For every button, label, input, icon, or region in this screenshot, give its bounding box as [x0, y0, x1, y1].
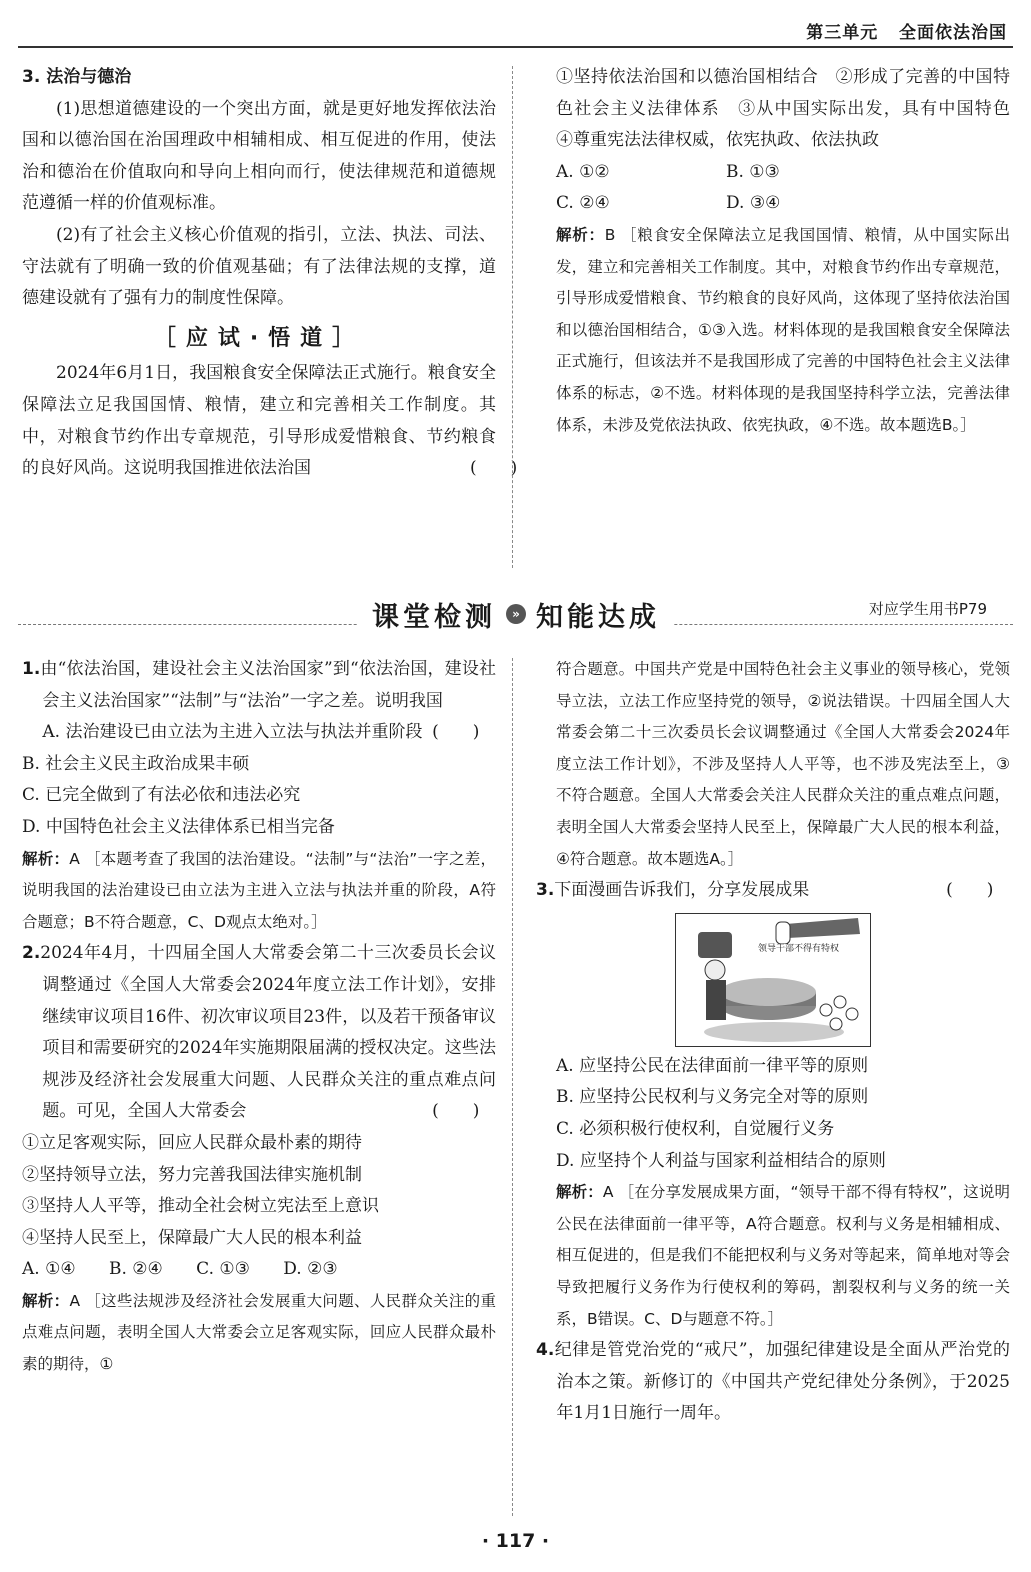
q2-item-2: ②坚持领导立法，努力完善我国法律实施机制 — [22, 1164, 362, 1185]
top-left-column — [22, 62, 518, 485]
arrow-icon: » — [506, 604, 526, 624]
column-divider-bottom — [512, 658, 513, 1516]
section-title — [358, 594, 674, 634]
q1-paren: ( ) — [432, 722, 480, 743]
section-heading: 3. 法治与德治 — [22, 67, 132, 87]
q3-option-a: A. 应坚持公民在法律面前一律平等的原则 — [556, 1055, 869, 1076]
q1-stem-text: 由“依法治国，建设社会主义法治国家”到“依法治国，建设社会主义法治国家”“法制”与“法治”一字之差。说明我国 — [40, 659, 496, 711]
section-bar — [18, 594, 1013, 640]
analysis-label: 解析： — [556, 225, 605, 244]
q2-choice-c: C. ①③ — [196, 1259, 250, 1280]
q3-stem — [536, 875, 1010, 907]
choice-row-2 — [556, 188, 1010, 220]
q2-analysis-label: 解析： — [22, 1291, 70, 1310]
q1-option-c: C. 已完全做到了有法必依和违法必究 — [22, 785, 301, 806]
q2-choice-a: A. ①④ — [22, 1259, 76, 1280]
cartoon-image — [675, 913, 871, 1047]
analysis — [556, 220, 1010, 441]
top-right-column — [556, 62, 1027, 441]
q2-paren: ( ) — [432, 1101, 480, 1122]
q2-number: 2. — [22, 943, 41, 964]
paragraph-1: (1)思想道德建设的一个突出方面，就是更好地发挥依法治国和以德治国在治国理政中相辅相成、相互促进的作用，使法治和德治在价值取向和导向上相向而行，使法律规范和道德规范遵循一样的价值观标准。 — [22, 98, 496, 214]
q2-analysis-text: A ［这些法规涉及经济社会发展重大问题、人民群众关注的重点难点问题，表明全国人大常委会立足客观实际，回应人民群众最朴素的期待，① — [22, 1291, 496, 1374]
q3-analysis-label: 解析： — [556, 1183, 603, 1202]
choice-c: C. ②④ — [556, 193, 610, 214]
cartoon-drawing — [676, 914, 872, 1048]
q2-analysis-cont: 符合题意。中国共产党是中国特色社会主义事业的领导核心，党领导立法，立法工作应坚持党的领导，②说法错误。十四届全国人大常委会第二十三次委员长会议调整通过《全国人大常委会2024年度立法工作计划》，不涉及坚持人人平等，也不涉及宪法至上，③不符合题意。全国人大常委会关注人民群众关注的重点难点问题，表明全国人大常委会坚持人民至上，保障最广大人民的根本利益，④符合题意。故本题选A。］ — [556, 660, 1010, 868]
q1-option-a: A. 法治建设已由立法为主进入立法与执法并重阶段 — [42, 722, 423, 743]
choice-d: D. ③④ — [726, 193, 781, 214]
q3-stem-text: 下面漫画告诉我们，分享发展成果 — [554, 880, 810, 901]
cartoon-caption: 领导干部不得有特权 — [758, 943, 840, 954]
exam-question-stem: 2024年6月1日，我国粮食安全保障法正式施行。粮食安全保障法立足我国国情、粮情，建立和完善相关工作制度。其中，对粮食节约作出专章规范，引导形成爱惜粮食、节约粮食的良好风尚。这说明我国推进依法治国 — [22, 363, 496, 479]
q4-stem — [536, 1335, 1010, 1430]
q2-item-1: ①立足客观实际，回应人民群众最朴素的期待 — [22, 1132, 362, 1153]
q2-choices — [22, 1254, 496, 1286]
bottom-left-column — [22, 654, 496, 1381]
q1-analysis-label: 解析： — [22, 849, 70, 868]
yingshi-title: ［应试·悟道］ — [153, 325, 365, 351]
q2-stem-text: 2024年4月，十四届全国人大常委会第二十三次委员长会议调整通过《全国人大常委会2024年度立法工作计划》，安排继续审议项目16件、初次审议项目23件，以及若干预备审议项目和需要研究的2024年实施期限届满的授权决定。这些法规涉及经济社会发展重大问题、人民群众关注的重点难点问题。可见，全国人大常委会 — [40, 943, 496, 1122]
q2-item-3: ③坚持人人平等，推动全社会树立宪法至上意识 — [22, 1196, 379, 1217]
q2-item-4: ④坚持人民至上，保障最广大人民的根本利益 — [22, 1227, 362, 1248]
q1-number: 1. — [22, 659, 41, 679]
q1-analysis-text: A ［本题考查了我国的法治建设。“法制”与“法治”一字之差，说明我国的法治建设已由立法为主进入立法与执法并重的阶段，A符合题意；B不符合题意，C、D观点太绝对。］ — [22, 849, 496, 931]
choice-row-1 — [556, 157, 1010, 189]
page-number: · 117 · — [481, 1530, 550, 1552]
q3-number: 3. — [536, 880, 555, 901]
q3-option-c: C. 必须积极行使权利，自觉履行义务 — [556, 1118, 835, 1139]
statement-list: ①坚持依法治国和以德治国相结合 ②形成了完善的中国特色社会主义法律体系 ③从中国实际出发，具有中国特色 ④尊重宪法法律权威，依宪执政、依法执政 — [556, 67, 1027, 151]
q1-option-d: D. 中国特色社会主义法律体系已相当完备 — [22, 816, 335, 837]
answer-paren: ( ) — [470, 458, 518, 479]
unit-title: 全面依法治国 — [899, 23, 1007, 43]
paragraph-2: (2)有了社会主义核心价值观的指引，立法、执法、司法、守法就有了明确一致的价值观基础；有了法律法规的支撑，道德建设就有了强有力的制度性保障。 — [22, 224, 496, 309]
exam-question — [22, 358, 518, 484]
analysis-text: B ［粮食安全保障法立足我国国情、粮情，从中国实际出发，建立和完善相关工作制度。其中，对粮食节约作出专章规范，引导形成爱惜粮食、节约粮食的良好风尚，这体现了坚持依法治国和以德治国相结合，①③入选。材料体现的是我国粮食安全保障法正式施行，但该法并不是我国形成了完善的中国特色社会主义法律体系的标志，②不选。材料体现的是我国坚持科学立法，完善法律体系，未涉及党依法执政、依宪执政，④不选。故本题选B。］ — [556, 225, 1010, 434]
q2-analysis — [22, 1286, 496, 1381]
q3-analysis-text: A ［在分享发展成果方面，“领导干部不得有特权”，这说明公民在法律面前一律平等，A符合题意。权利与义务是相辅相成、相互促进的，但是我们不能把权利与义务对等起来，简单地对等会导致把履行义务作为行使权利的筹码，割裂权利与义务的统一关系，B错误。C、D与题意不符。］ — [556, 1183, 1010, 1328]
column-divider — [512, 66, 513, 568]
q2-choice-d: D. ②③ — [283, 1259, 338, 1280]
choice-b: B. ①③ — [726, 161, 780, 182]
q1-option-b: B. 社会主义民主政治成果丰硕 — [22, 753, 250, 774]
q3-option-d: D. 应坚持个人利益与国家利益相结合的原则 — [556, 1150, 886, 1171]
q4-stem-text: 纪律是管党治党的“戒尺”，加强纪律建设是全面从严治党的治本之策。新修订的《中国共产党纪律处分条例》，于2025年1月1日施行一周年。 — [554, 1340, 1010, 1424]
q2-choice-b: B. ②④ — [108, 1259, 163, 1280]
unit-label: 第三单元 — [806, 23, 879, 43]
q1-analysis — [22, 844, 496, 939]
q3-option-b: B. 应坚持公民权利与义务完全对等的原则 — [556, 1087, 869, 1108]
q4-number: 4. — [536, 1340, 555, 1361]
header-rule — [18, 46, 1013, 48]
student-book-ref: 对应学生用书P79 — [865, 598, 991, 619]
section-title-b: 知能达成 — [536, 601, 660, 633]
bottom-right-column — [536, 654, 1010, 1430]
q2-stem — [22, 938, 496, 1128]
section-title-a: 课堂检测 — [372, 601, 496, 633]
choice-a: A. ①② — [556, 161, 610, 182]
q3-analysis — [536, 1177, 1010, 1335]
running-head — [806, 18, 1007, 43]
q3-paren: ( ) — [946, 880, 994, 901]
page-header — [0, 0, 1031, 48]
